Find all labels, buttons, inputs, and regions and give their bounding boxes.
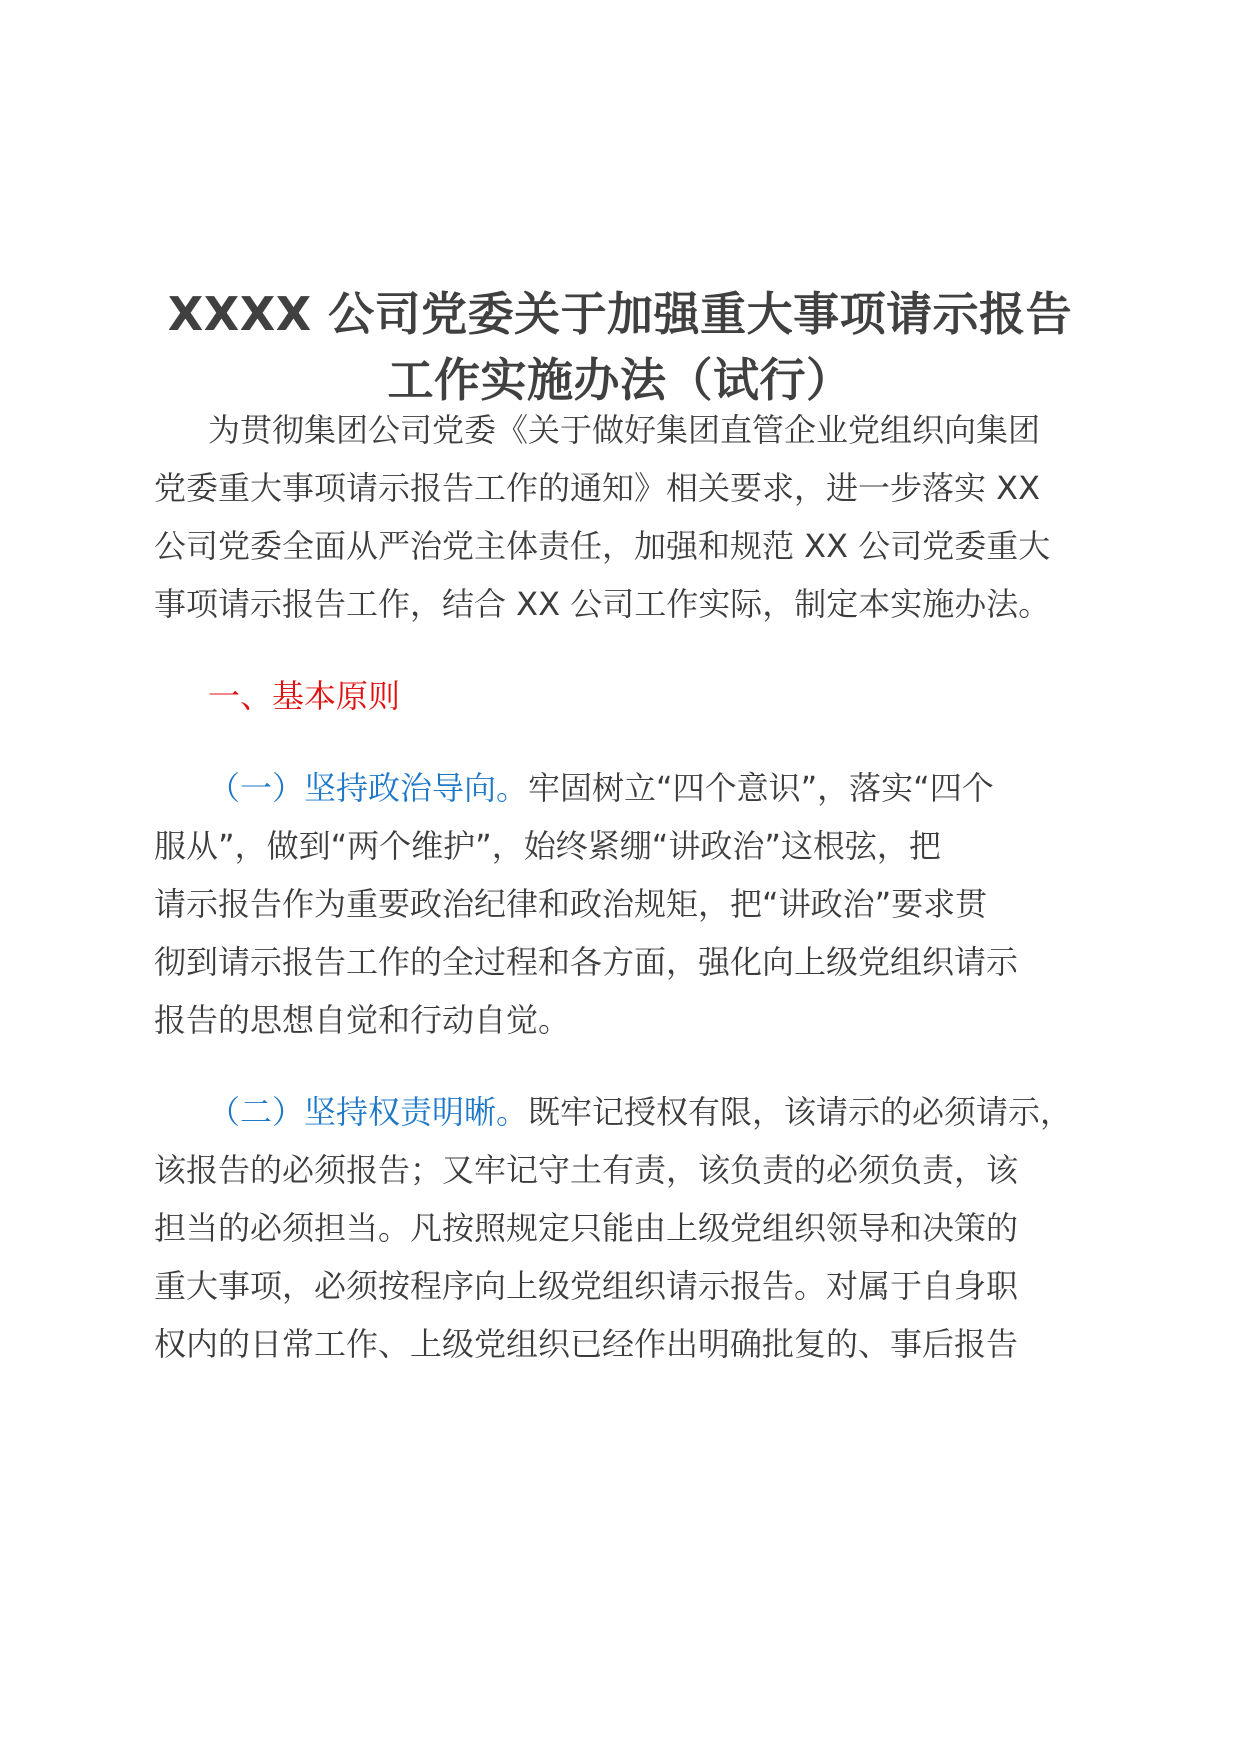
item-2-line: 重大事项，必须按程序向上级党组织请示报告。对属于自身职 xyxy=(154,1267,1019,1305)
item-1-line: 报告的思想自觉和行动自觉。 xyxy=(154,1001,571,1039)
intro-paragraph-line: 为贯彻集团公司党委《关于做好集团直管企业党组织向集团 xyxy=(208,411,1041,449)
item-2-line: 该报告的必须报告；又牢记守土有责，该负责的必须负责，该 xyxy=(154,1151,1019,1189)
item-1-line: 服从”，做到“两个维护”，始终紧绷“讲政治”这根弦，把 xyxy=(154,827,941,865)
intro-paragraph-line: 事项请示报告工作，结合 XX 公司工作实际，制定本实施办法。 xyxy=(154,585,1051,623)
item-1-heading: （一）坚持政治导向。 xyxy=(208,769,529,807)
item-1-line: 彻到请示报告工作的全过程和各方面，强化向上级党组织请示 xyxy=(154,943,1019,981)
item-2-first-line-text: 既牢记授权有限，该请示的必须请示， xyxy=(528,1093,1073,1131)
intro-paragraph-line: 公司党委全面从严治党主体责任，加强和规范 XX 公司党委重大 xyxy=(154,527,1051,565)
document-title-line-2: 工作实施办法（试行） xyxy=(387,353,853,407)
section-heading: 一、基本原则 xyxy=(208,677,401,715)
document-title-line-1: XXXX 公司党委关于加强重大事项请示报告 xyxy=(167,287,1073,341)
item-1-first-line xyxy=(208,768,994,808)
intro-paragraph-line: 党委重大事项请示报告工作的通知》相关要求，进一步落实 XX xyxy=(154,469,1041,507)
item-2-line: 权内的日常工作、上级党组织已经作出明确批复的、事后报告 xyxy=(154,1325,1019,1363)
item-2-heading: （二）坚持权责明晰。 xyxy=(208,1093,529,1131)
item-1-line: 请示报告作为重要政治纪律和政治规矩，把“讲政治”要求贯 xyxy=(154,885,988,923)
item-2-first-line xyxy=(208,1092,1072,1132)
item-2-line: 担当的必须担当。凡按照规定只能由上级党组织领导和决策的 xyxy=(154,1209,1019,1247)
item-1-first-line-text: 牢固树立“四个意识”，落实“四个 xyxy=(528,769,994,807)
